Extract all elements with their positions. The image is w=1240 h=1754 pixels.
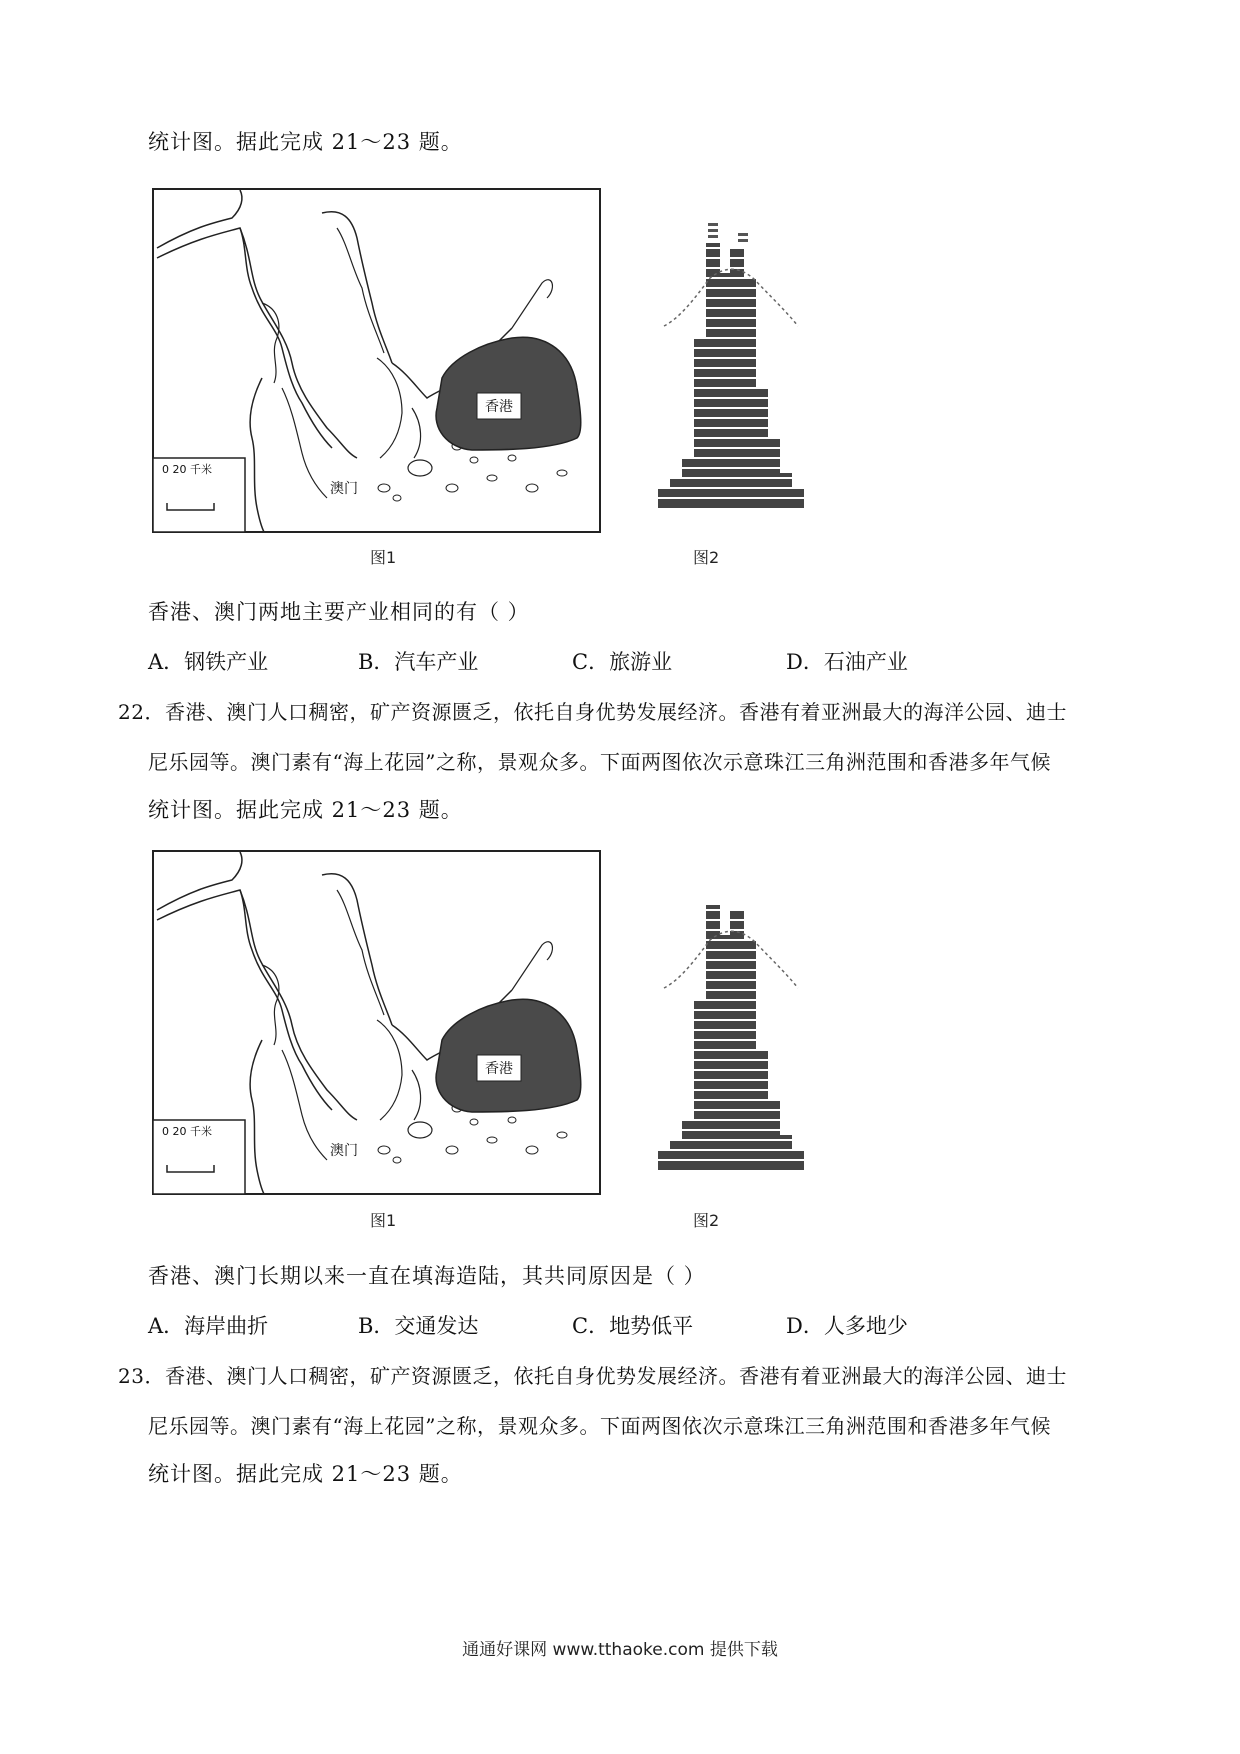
label-macau: 澳门 xyxy=(330,481,358,497)
scale-label: 0 20 千米 xyxy=(162,463,212,476)
option-a: A．钢铁产业 xyxy=(148,650,269,674)
question-22-line-2: 尼乐园等。澳门素有“海上花园”之称，景观众多。下面两图依次示意珠江三角洲范围和香港多年气候 xyxy=(148,750,1051,774)
question-22-line-3: 统计图。据此完成 21～23 题。 xyxy=(148,798,463,822)
option-c: C．旅游业 xyxy=(572,650,673,674)
option-b-2: B．交通发达 xyxy=(358,1314,479,1338)
option-a-2: A．海岸曲折 xyxy=(148,1314,269,1338)
question-21-stem-tail: 统计图。据此完成 21～23 题。 xyxy=(148,130,463,154)
option-b: B．汽车产业 xyxy=(358,650,479,674)
pearl-river-delta-map-2 xyxy=(152,850,602,1196)
question-23-line-3: 统计图。据此完成 21～23 题。 xyxy=(148,1462,463,1486)
figure-1-caption-2: 图1 xyxy=(370,1211,397,1230)
question-23-line-2: 尼乐园等。澳门素有“海上花园”之称，景观众多。下面两图依次示意珠江三角洲范围和香港多年气候 xyxy=(148,1414,1051,1438)
scale-label-2: 0 20 千米 xyxy=(162,1125,212,1138)
option-d-2: D．人多地少 xyxy=(786,1314,908,1338)
page-footer: 通通好课网 www.tthaoke.com 提供下载 xyxy=(462,1640,778,1660)
figure-1-caption: 图1 xyxy=(370,548,397,567)
label-hong-kong: 香港 xyxy=(485,399,513,415)
question-21: 香港、澳门两地主要产业相同的有（ ） xyxy=(148,600,530,624)
label-macau-2: 澳门 xyxy=(330,1143,358,1159)
question-22: 香港、澳门长期以来一直在填海造陆，其共同原因是（ ） xyxy=(148,1264,706,1288)
hong-kong-climate-chart-2 xyxy=(620,850,840,1186)
hong-kong-climate-chart xyxy=(620,188,840,524)
question-22-line-1: 22．香港、澳门人口稠密，矿产资源匮乏，依托自身优势发展经济。香港有着亚洲最大的海洋公园、迪士 xyxy=(118,700,1067,724)
pearl-river-delta-map xyxy=(152,188,602,534)
label-hong-kong-2: 香港 xyxy=(485,1061,513,1077)
option-c-2: C．地势低平 xyxy=(572,1314,694,1338)
question-23-line-1: 23．香港、澳门人口稠密，矿产资源匮乏，依托自身优势发展经济。香港有着亚洲最大的海洋公园、迪士 xyxy=(118,1364,1067,1388)
figure-2-caption: 图2 xyxy=(693,548,720,567)
option-d: D．石油产业 xyxy=(786,650,908,674)
figure-2-caption-2: 图2 xyxy=(693,1211,720,1230)
